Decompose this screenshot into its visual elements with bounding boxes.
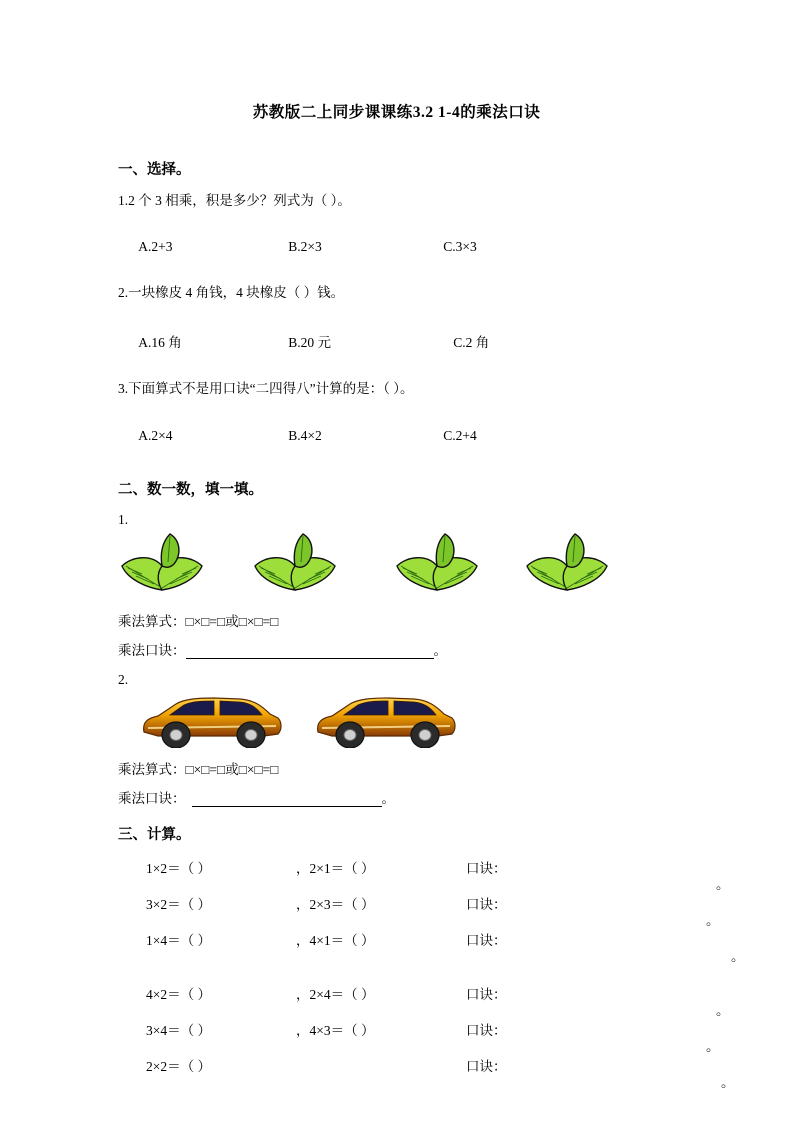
calc-left-expr[interactable]: 1×2＝（ ） [146, 860, 211, 876]
section-1-heading: 一、选择。 [118, 162, 191, 178]
calc-left-expr[interactable]: 4×2＝（ ） [146, 986, 211, 1002]
calc-period: 。 [716, 1002, 730, 1018]
leaf-icon [393, 532, 485, 603]
calc-row [118, 1055, 735, 1090]
calc-row [118, 893, 720, 928]
item-1-number: 1. [118, 511, 129, 527]
question-3-options [118, 412, 698, 460]
question-3-text: 3.下面算式不是用口诀“二四得八”计算的是：（ ）。 [118, 381, 414, 397]
q2-option-a: A.16 角 [138, 335, 182, 351]
q3-option-a: A.2×4 [138, 427, 173, 443]
calc-period: 。 [706, 1038, 720, 1054]
calc-mid-expr[interactable]: ，4×1＝（ ） [296, 932, 375, 948]
calc-kou-label: 口诀： [466, 860, 507, 876]
calc-list [118, 857, 745, 1090]
calc-period: 。 [716, 876, 730, 892]
q1-option-c: C.3×3 [443, 239, 477, 255]
worksheet-content [118, 158, 745, 1091]
calc-row [118, 857, 730, 892]
item-2-formula: 乘法算式：□×□=□或□×□=□ [118, 761, 279, 777]
calc-kou-label: 口诀： [466, 986, 507, 1002]
item-1-kou-blank[interactable] [186, 645, 434, 659]
calc-mid-expr[interactable]: ，4×3＝（ ） [296, 1022, 375, 1038]
calc-left-expr[interactable]: 2×2＝（ ） [146, 1058, 211, 1074]
question-1-text: 1.2 个 3 相乘，积是多少？列式为（ ）。 [118, 193, 351, 208]
q1-option-a: A.2+3 [138, 239, 173, 255]
car-figure-row [118, 692, 698, 752]
item-1-kou-period: 。 [433, 642, 447, 658]
calc-kou-label: 口诀： [466, 1058, 507, 1074]
calc-period: 。 [731, 948, 745, 964]
item-1-kou-line [118, 639, 698, 659]
calc-kou-label: 口诀： [466, 1022, 507, 1038]
calc-period: 。 [721, 1074, 735, 1090]
calc-row [118, 929, 745, 964]
calc-left-expr[interactable]: 1×4＝（ ） [146, 932, 211, 948]
q2-option-c: C.2 角 [453, 335, 490, 351]
item-2-kou-period: 。 [381, 790, 395, 806]
q1-option-b: B.2×3 [288, 239, 322, 255]
calc-left-expr[interactable]: 3×2＝（ ） [146, 896, 211, 912]
car-icon [136, 692, 286, 753]
leaf-icon [251, 532, 343, 603]
item-2-kou-line [118, 787, 698, 807]
leaf-icon [523, 532, 615, 603]
calc-left-expr[interactable]: 3×4＝（ ） [146, 1022, 211, 1038]
question-1-options [118, 223, 698, 271]
item-2-kou-label: 乘法口诀： [118, 790, 186, 806]
q2-option-b: B.20 元 [288, 335, 332, 351]
item-1-formula: 乘法算式：□×□=□或□×□=□ [118, 613, 279, 629]
calc-group-gap [118, 965, 698, 983]
calc-kou-label: 口诀： [466, 896, 507, 912]
section-3-heading: 三、计算。 [118, 826, 191, 843]
calc-period: 。 [706, 912, 720, 928]
section-2-heading: 二、数一数，填一填。 [118, 481, 263, 498]
calc-row [118, 1019, 720, 1054]
page-title: 苏教版二上同步课课练3.2 1-4的乘法口诀 [252, 104, 541, 121]
calc-row [118, 983, 730, 1018]
q3-option-c: C.2+4 [443, 427, 477, 443]
question-2-options [118, 315, 698, 367]
q3-option-b: B.4×2 [288, 427, 322, 443]
calc-mid-expr[interactable]: ，2×4＝（ ） [296, 986, 375, 1002]
calc-mid-expr[interactable]: ，2×1＝（ ） [296, 860, 375, 876]
leaf-figure-row [118, 532, 698, 604]
item-1-kou-label: 乘法口诀： [118, 642, 186, 658]
item-2-number: 2. [118, 671, 129, 687]
leaf-icon [118, 532, 210, 603]
calc-kou-label: 口诀： [466, 932, 507, 948]
question-2-text: 2.一块橡皮 4 角钱，4 块橡皮（ ）钱。 [118, 285, 345, 301]
item-2-kou-blank[interactable] [192, 793, 382, 807]
car-icon [310, 692, 460, 753]
calc-mid-expr[interactable]: ，2×3＝（ ） [296, 896, 375, 912]
